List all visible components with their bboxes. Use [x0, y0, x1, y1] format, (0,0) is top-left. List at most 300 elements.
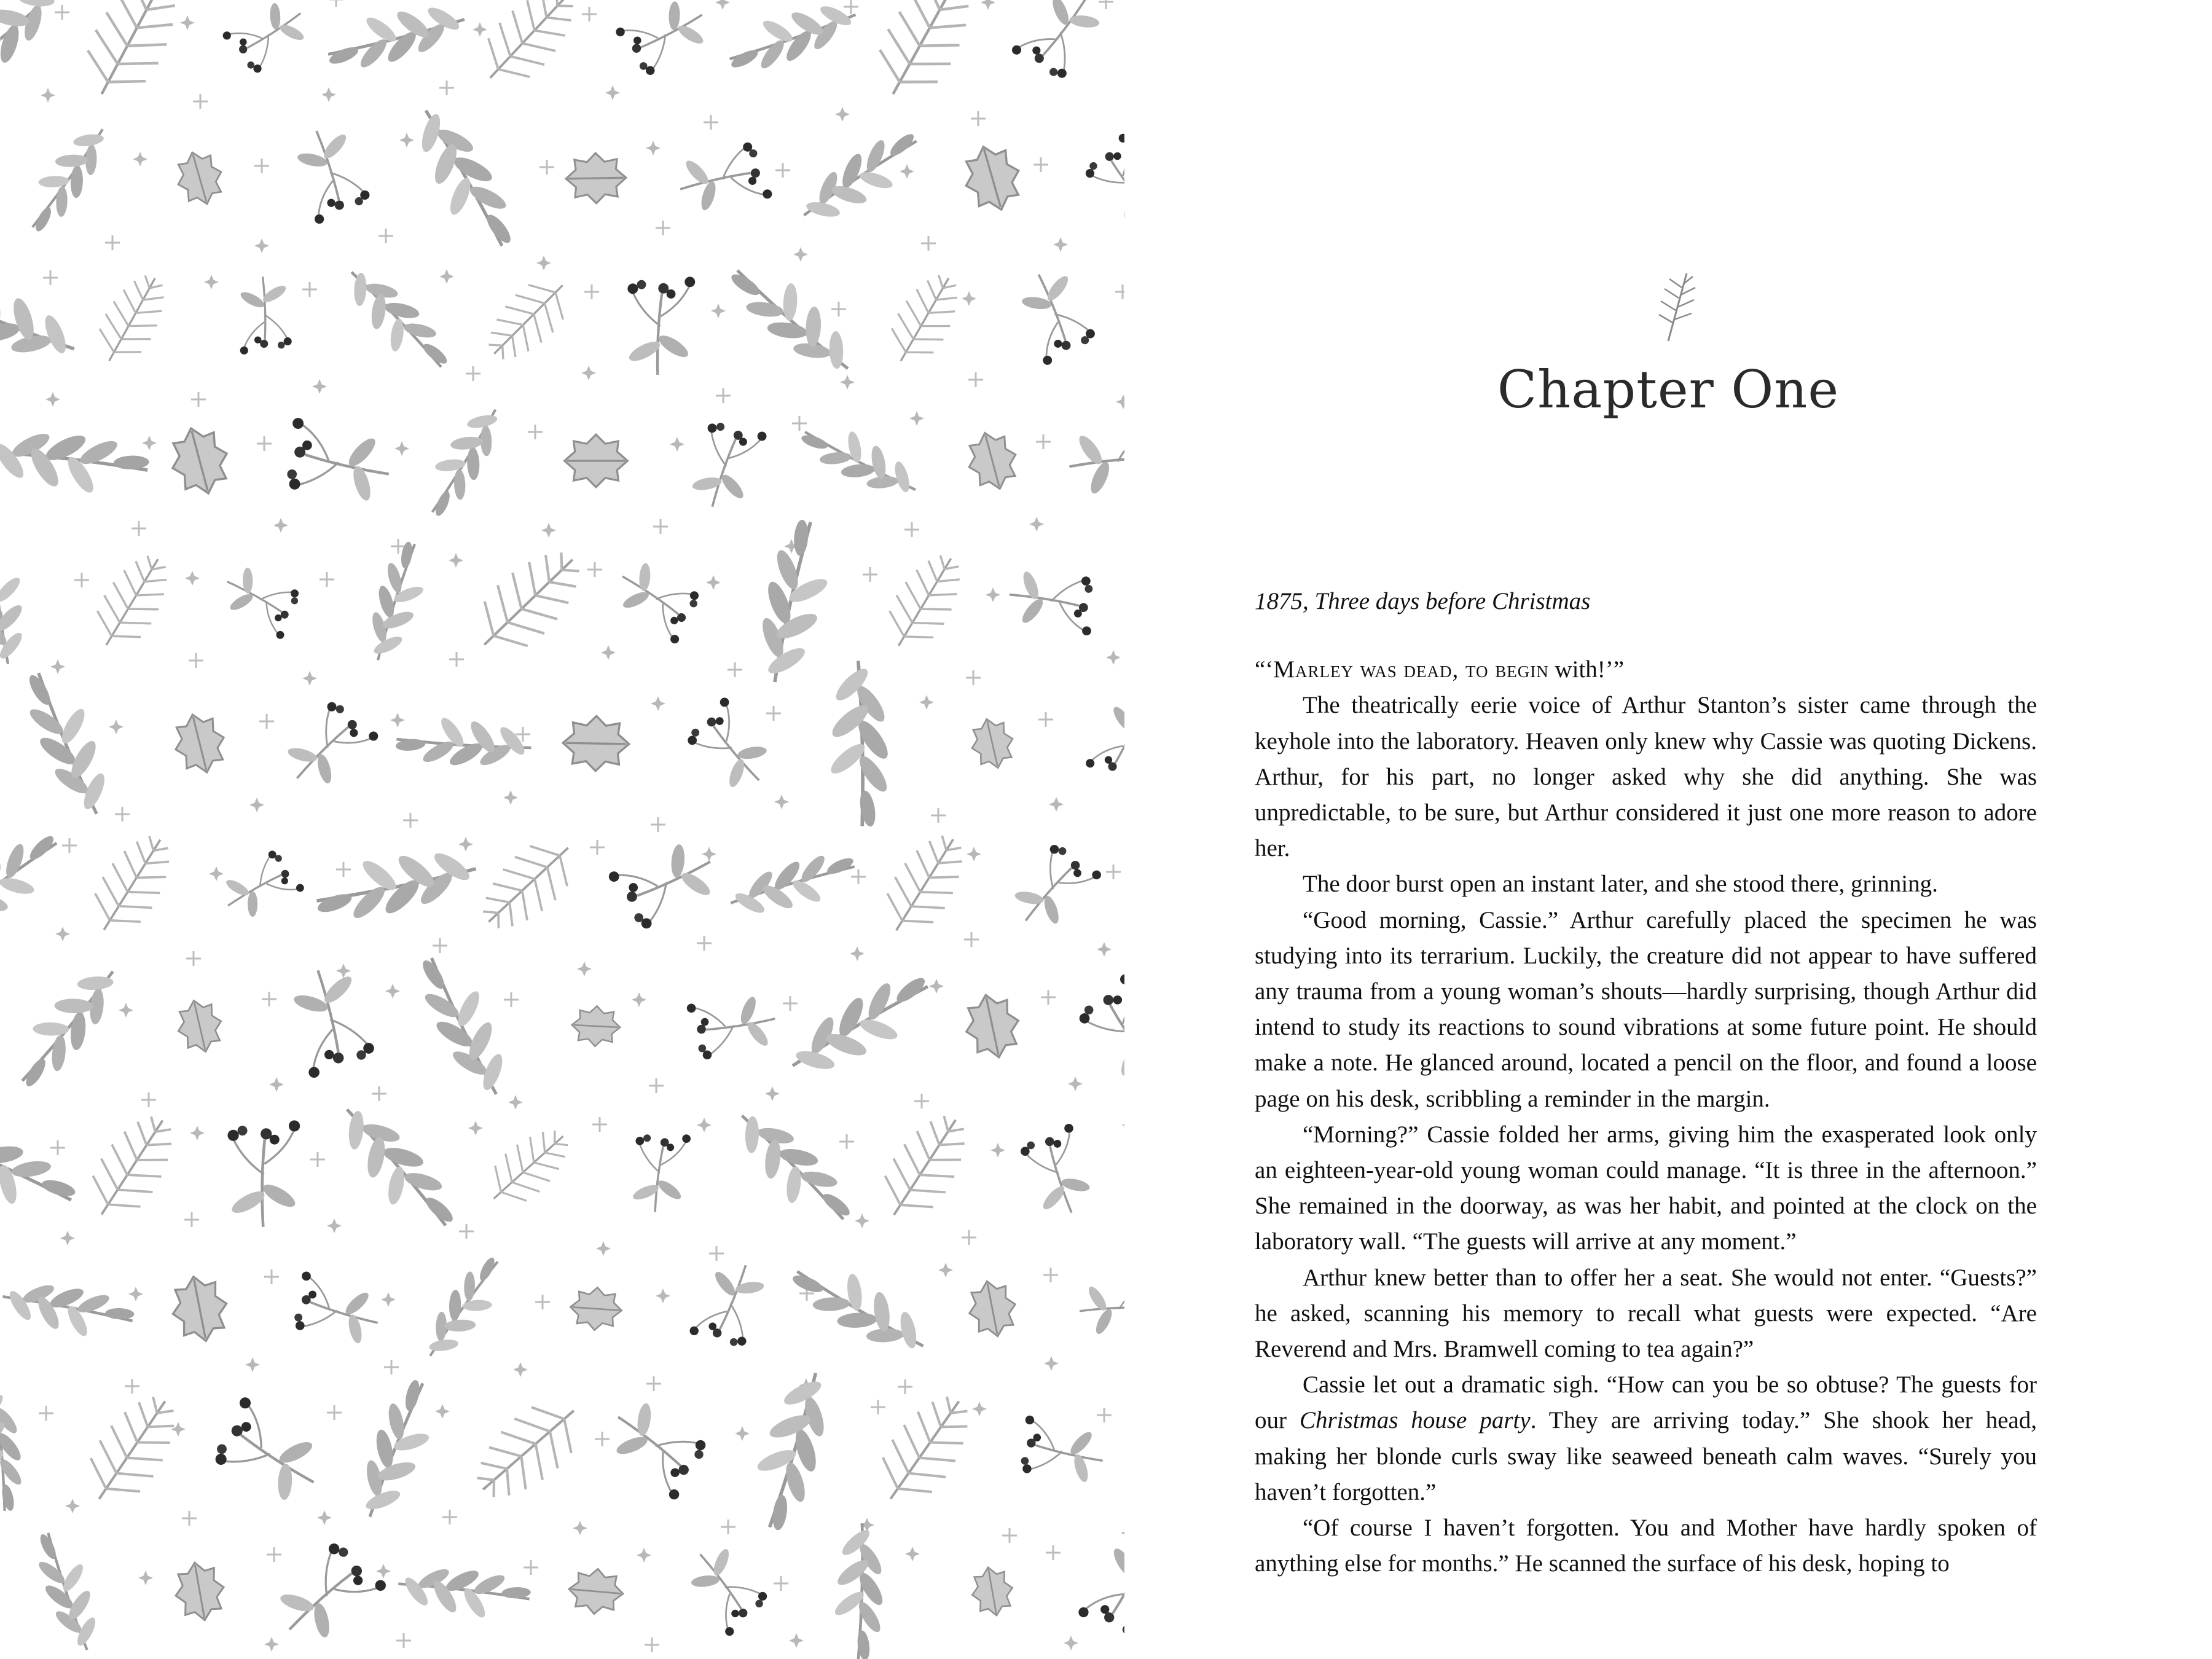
- berry-sprig-icon: [684, 414, 768, 516]
- fern-frond-icon: [73, 1383, 192, 1517]
- berry-sprig-icon: [289, 122, 374, 225]
- plus-sparkle-icon: [1097, 1408, 1112, 1422]
- star-icon: [793, 247, 808, 262]
- plus-sparkle-icon: [62, 838, 77, 853]
- fern-frond-icon: [87, 265, 178, 373]
- star-icon: [1053, 237, 1068, 252]
- holly-leaf-icon: [171, 146, 229, 210]
- berry-sprig-icon: [686, 991, 780, 1061]
- star-icon: [835, 107, 850, 122]
- star-icon: [605, 85, 620, 100]
- plus-sparkle-icon: [966, 670, 981, 685]
- berry-sprig-icon: [1077, 1530, 1124, 1645]
- plus-sparkle-icon: [595, 1432, 610, 1446]
- plus-sparkle-icon: [55, 5, 69, 20]
- star-icon: [541, 523, 556, 538]
- plus-sparkle-icon: [844, 0, 858, 14]
- fern-frond-icon: [468, 0, 589, 99]
- paragraph: “Good morning, Cassie.” Arthur carefully placed the specimen he was studying into its terrarium. Luckily, the creature did not appear to have suffered any trauma from a young woman’s shouts—hardly surprising, though Arthur did intend to study its reactions to sound vibrations at some future point. He should make a note. He glanced around, located a pencil on the floor, and found a loose page on his desk, scribbling a reminder in the margin.: [1255, 906, 2037, 1112]
- plus-sparkle-icon: [191, 392, 206, 407]
- plus-sparkle-icon: [50, 1140, 65, 1155]
- fern-frond-icon: [871, 824, 978, 946]
- plus-sparkle-icon: [131, 521, 146, 536]
- star-icon: [65, 1499, 80, 1513]
- leafy-branch-icon: [726, 0, 856, 100]
- star-icon: [670, 437, 684, 452]
- plus-sparkle-icon: [539, 160, 554, 175]
- plus-sparkle-icon: [1036, 434, 1051, 449]
- plus-sparkle-icon: [466, 366, 480, 381]
- holly-leaf-icon: [960, 989, 1025, 1062]
- plus-sparkle-icon: [590, 840, 605, 855]
- plus-sparkle-icon: [728, 662, 742, 677]
- star-icon: [381, 1292, 396, 1307]
- leafy-branch-icon: [398, 955, 522, 1094]
- star-icon: [990, 1143, 1005, 1158]
- holly-leaf-icon: [968, 1564, 1016, 1619]
- star-icon: [1106, 650, 1121, 665]
- plus-sparkle-icon: [310, 1152, 325, 1167]
- plus-sparkle-icon: [645, 1637, 659, 1652]
- holly-leaf-icon: [168, 708, 231, 779]
- star-icon: [656, 1288, 670, 1303]
- plus-sparkle-icon: [528, 425, 543, 439]
- star-icon: [55, 927, 70, 941]
- star-icon: [321, 87, 336, 102]
- star-icon: [119, 1003, 133, 1018]
- star-icon: [449, 553, 463, 568]
- leafy-branch-icon: [0, 238, 76, 406]
- plus-sparkle-icon: [74, 573, 89, 587]
- leafy-branch-icon: [319, 1374, 469, 1519]
- star-icon: [774, 794, 789, 809]
- chapter-title: Chapter One: [1497, 359, 1840, 420]
- berry-sprig-icon: [688, 1255, 773, 1354]
- holly-leaf-icon: [562, 715, 629, 771]
- paragraph: Arthur knew better than to offer her a seat. She would not enter. “Guests?” he asked, scanning his memory to recall what guests were expected. “Are Reverend and Mrs. Bramwell coming to tea again?”: [1255, 1264, 2037, 1363]
- plus-sparkle-icon: [1043, 1268, 1058, 1282]
- berry-sprig-icon: [238, 276, 292, 355]
- berry-sprig-icon: [1010, 0, 1111, 87]
- plus-sparkle-icon: [535, 1295, 550, 1309]
- berry-sprig-icon: [205, 1395, 332, 1513]
- leafy-branch-icon: [9, 1530, 120, 1650]
- plus-sparkle-icon: [704, 115, 718, 130]
- opening-quote: “‘: [1255, 656, 1274, 683]
- plus-sparkle-icon: [524, 1560, 538, 1575]
- holly-leaf-icon: [173, 995, 227, 1056]
- fern-frond-icon: [878, 265, 971, 374]
- berry-sprig-icon: [680, 696, 780, 800]
- star-icon: [317, 1510, 332, 1525]
- star-icon: [1064, 1636, 1078, 1650]
- berry-sprig-icon: [226, 1119, 300, 1227]
- plus-sparkle-icon: [709, 1246, 724, 1261]
- star-icon: [204, 275, 219, 289]
- chapter-text: [1255, 584, 2037, 1582]
- leafy-branch-icon: [0, 670, 129, 815]
- berry-sprig-icon: [221, 0, 315, 79]
- berry-sprig-icon: [278, 417, 396, 509]
- leafy-branch-icon: [312, 811, 477, 967]
- berry-sprig-icon: [1017, 1123, 1098, 1222]
- star-icon: [60, 1231, 75, 1245]
- plus-sparkle-icon: [336, 862, 351, 877]
- star-icon: [981, 0, 995, 10]
- star-icon: [601, 645, 616, 660]
- leafy-branch-icon: [0, 1084, 82, 1246]
- star-icon: [646, 141, 661, 155]
- plus-sparkle-icon: [914, 1094, 929, 1108]
- plus-sparkle-icon: [921, 236, 936, 251]
- plus-sparkle-icon: [384, 1360, 399, 1375]
- star-icon: [702, 847, 716, 861]
- berry-sprig-icon: [265, 1534, 388, 1654]
- leafy-branch-icon: [0, 373, 156, 542]
- plus-sparkle-icon: [39, 1406, 53, 1421]
- leafy-branch-icon: [0, 1388, 65, 1516]
- star-icon: [312, 379, 327, 394]
- holly-leaf-icon: [171, 1558, 229, 1624]
- plus-sparkle-icon: [651, 817, 665, 832]
- star-icon: [254, 238, 269, 253]
- berry-sprig-icon: [1005, 565, 1100, 637]
- star-icon: [190, 1126, 205, 1140]
- plus-sparkle-icon: [774, 1576, 788, 1591]
- plus-sparkle-icon: [439, 80, 454, 95]
- berry-sprig-icon: [1078, 1279, 1124, 1337]
- plus-sparkle-icon: [189, 653, 203, 668]
- paragraph: “Of course I haven’t forgotten. You and Mother have hardly spoken of anything else for months.” He scanned the surface of his desk, hoping to: [1255, 1515, 2037, 1577]
- star-icon: [632, 992, 646, 1007]
- plus-sparkle-icon: [125, 1379, 139, 1394]
- star-icon: [909, 411, 924, 426]
- plus-sparkle-icon: [964, 932, 979, 947]
- plus-sparkle-icon: [1033, 157, 1048, 172]
- paragraph: [1255, 1367, 2037, 1510]
- fern-frond-icon: [875, 544, 975, 660]
- plus-sparkle-icon: [257, 436, 272, 451]
- leafy-branch-icon: [349, 262, 450, 377]
- star-icon: [581, 366, 596, 380]
- fern-frond-icon: [461, 535, 595, 669]
- fern-frond-icon: [468, 826, 588, 943]
- berry-sprig-icon: [678, 1537, 774, 1637]
- plus-sparkle-icon: [141, 1092, 156, 1107]
- plus-sparkle-icon: [783, 996, 798, 1011]
- berry-sprig-icon: [1014, 1414, 1109, 1489]
- berry-sprig-icon: [1079, 132, 1124, 233]
- star-icon: [577, 962, 592, 976]
- star-icon: [735, 1426, 750, 1441]
- plus-sparkle-icon: [697, 936, 712, 951]
- plus-sparkle-icon: [656, 221, 670, 235]
- star-icon: [637, 1548, 651, 1563]
- plus-sparkle-icon: [320, 572, 334, 587]
- leafy-branch-icon: [406, 1253, 520, 1358]
- plus-sparkle-icon: [775, 163, 790, 178]
- star-icon: [394, 441, 409, 456]
- plus-sparkle-icon: [1099, 0, 1113, 9]
- berry-sprig-icon: [623, 273, 696, 377]
- leafy-branch-icon: [0, 833, 57, 929]
- star-icon: [706, 575, 721, 590]
- paragraph-opening: [1255, 652, 2037, 688]
- leafy-branch-icon: [730, 822, 858, 941]
- fern-frond-icon: [868, 1103, 982, 1232]
- star-icon: [41, 88, 55, 103]
- plus-sparkle-icon: [653, 519, 668, 534]
- plus-sparkle-icon: [898, 1379, 912, 1394]
- berry-sprig-icon: [673, 139, 773, 218]
- plus-sparkle-icon: [259, 714, 274, 729]
- star-icon: [765, 1086, 780, 1101]
- plus-sparkle-icon: [716, 388, 731, 403]
- fern-frond-icon: [476, 267, 582, 373]
- star-icon: [536, 256, 551, 270]
- star-icon: [249, 798, 264, 812]
- plus-sparkle-icon: [584, 284, 599, 299]
- leafy-branch-icon: [739, 1102, 853, 1232]
- plus-sparkle-icon: [904, 522, 919, 537]
- star-icon: [711, 304, 726, 318]
- berry-sprig-icon: [215, 845, 305, 927]
- star-icon: [209, 866, 224, 881]
- star-icon: [264, 1637, 279, 1652]
- dateline: 1875, Three days before Christmas: [1255, 588, 1591, 614]
- plus-sparkle-icon: [931, 808, 946, 823]
- star-icon: [245, 1357, 260, 1372]
- plus-sparkle-icon: [851, 869, 866, 884]
- leafy-branch-icon: [10, 127, 128, 235]
- plus-sparkle-icon: [587, 562, 602, 577]
- plus-sparkle-icon: [582, 7, 597, 22]
- fern-frond-icon: [83, 545, 182, 659]
- berry-sprig-icon: [598, 1390, 715, 1502]
- leafy-branch-icon: [405, 407, 526, 520]
- berry-sprig-icon: [1084, 691, 1124, 789]
- fern-frond-icon: [76, 1104, 188, 1231]
- plus-sparkle-icon: [449, 652, 464, 667]
- plus-sparkle-icon: [262, 992, 276, 1006]
- leafy-branch-icon: [779, 659, 948, 833]
- plus-sparkle-icon: [1115, 284, 1124, 299]
- leafy-branch-icon: [0, 536, 58, 665]
- star-icon: [109, 720, 124, 734]
- star-icon: [508, 1095, 523, 1110]
- star-icon: [45, 392, 60, 407]
- plus-sparkle-icon: [871, 1400, 885, 1414]
- plus-sparkle-icon: [504, 992, 519, 1007]
- plus-sparkle-icon: [327, 1405, 342, 1420]
- leafy-branch-icon: [397, 1520, 536, 1658]
- plus-sparkle-icon: [254, 159, 269, 173]
- plus-sparkle-icon: [592, 1117, 607, 1132]
- star-icon: [573, 1521, 587, 1535]
- holly-leaf-icon: [565, 434, 628, 487]
- leafy-branch-icon: [344, 1102, 457, 1232]
- star-icon: [929, 979, 944, 994]
- star-icon: [273, 518, 288, 533]
- berry-sprig-icon: [1003, 837, 1103, 939]
- star-icon: [385, 984, 400, 998]
- plus-sparkle-icon: [1046, 1545, 1061, 1560]
- plus-sparkle-icon: [1106, 865, 1121, 879]
- leafy-branch-icon: [324, 0, 465, 106]
- italic-phrase: Christmas house party: [1300, 1407, 1531, 1434]
- star-icon: [1044, 1356, 1059, 1371]
- opening-rest: with!’”: [1548, 656, 1625, 683]
- star-icon: [513, 1362, 528, 1377]
- star-icon: [715, 0, 730, 10]
- paragraph: The door burst open an instant later, and she stood there, grinning.: [1303, 871, 1938, 898]
- star-icon: [439, 269, 454, 284]
- plus-sparkle-icon: [839, 1134, 854, 1149]
- plus-sparkle-icon: [766, 706, 781, 721]
- leafy-branch-icon: [408, 110, 528, 247]
- star-icon: [376, 1564, 391, 1579]
- fern-frond-icon: [71, 0, 194, 111]
- star-icon: [336, 963, 351, 978]
- plus-sparkle-icon: [182, 1511, 197, 1526]
- star-icon: [697, 1118, 712, 1132]
- plus-sparkle-icon: [1041, 990, 1056, 1005]
- star-icon: [138, 1571, 153, 1585]
- fern-frond-icon: [861, 0, 987, 111]
- star-icon: [840, 375, 855, 390]
- leafy-branch-icon: [1, 1236, 140, 1376]
- leafy-branch-icon: [703, 513, 876, 684]
- holly-leaf-icon: [571, 1005, 621, 1048]
- berry-sprig-icon: [614, 0, 716, 80]
- star-icon: [435, 1404, 450, 1419]
- holly-leaf-icon: [967, 715, 1019, 773]
- plus-sparkle-icon: [649, 1078, 664, 1093]
- opening-small-caps: Marley was dead, to begin: [1273, 656, 1549, 683]
- berry-sprig-icon: [286, 1271, 386, 1352]
- leafy-branch-icon: [787, 1236, 925, 1384]
- leafy-branch-icon: [0, 0, 61, 93]
- plus-sparkle-icon: [396, 1633, 411, 1648]
- plus-sparkle-icon: [968, 372, 983, 387]
- star-icon: [1116, 394, 1124, 409]
- star-icon: [972, 1402, 987, 1416]
- berry-sprig-icon: [607, 833, 724, 935]
- berry-sprig-icon: [215, 559, 307, 640]
- plus-sparkle-icon: [43, 270, 58, 285]
- star-icon: [962, 291, 976, 306]
- star-icon: [596, 1241, 611, 1256]
- plus-sparkle-icon: [186, 951, 201, 966]
- holly-leaf-icon: [164, 421, 235, 500]
- star-icon: [171, 1422, 186, 1437]
- star-icon: [185, 571, 200, 586]
- star-icon: [1068, 1077, 1083, 1091]
- plus-sparkle-icon: [792, 416, 807, 431]
- plus-sparkle-icon: [646, 1376, 661, 1391]
- plus-sparkle-icon: [1038, 712, 1053, 727]
- berry-sprig-icon: [285, 962, 378, 1079]
- berry-sprig-icon: [1012, 263, 1099, 366]
- leafy-branch-icon: [793, 1522, 934, 1659]
- star-icon: [327, 1218, 342, 1233]
- plus-sparkle-icon: [962, 1230, 976, 1245]
- berry-sprig-icon: [1072, 972, 1124, 1090]
- berry-sprig-icon: [607, 553, 707, 645]
- leafy-branch-icon: [710, 1371, 880, 1537]
- star-icon: [142, 436, 157, 450]
- plus-sparkle-icon: [721, 1520, 735, 1534]
- holly-leaf-icon: [167, 1271, 233, 1346]
- plus-sparkle-icon: [184, 1212, 199, 1227]
- chapter-page: [1124, 0, 2212, 1659]
- plus-sparkle-icon: [831, 302, 846, 316]
- star-icon: [855, 1214, 869, 1228]
- star-icon: [938, 1263, 953, 1277]
- star-icon: [789, 1633, 804, 1648]
- plus-sparkle-icon: [1002, 1528, 1017, 1543]
- star-icon: [986, 587, 1000, 602]
- plus-sparkle-icon: [267, 1547, 281, 1562]
- plus-sparkle-icon: [193, 94, 208, 109]
- fern-frond-icon: [461, 1386, 595, 1514]
- star-icon: [269, 1077, 284, 1092]
- berry-sprig-icon: [627, 1128, 691, 1215]
- plus-sparkle-icon: [329, 0, 343, 7]
- plus-sparkle-icon: [105, 235, 120, 250]
- holly-leaf-icon: [964, 1277, 1021, 1341]
- star-icon: [468, 1121, 483, 1135]
- plus-sparkle-icon: [971, 111, 986, 126]
- star-icon: [133, 152, 147, 167]
- star-icon: [399, 133, 414, 147]
- leafy-branch-icon: [1, 969, 136, 1091]
- holly-leaf-icon: [962, 426, 1023, 495]
- plus-sparkle-icon: [115, 807, 130, 822]
- plus-sparkle-icon: [264, 1269, 279, 1284]
- berry-sprig-icon: [275, 694, 380, 799]
- plus-sparkle-icon: [433, 938, 447, 953]
- leafy-branch-icon: [330, 536, 458, 662]
- fern-frond-icon: [864, 1382, 986, 1518]
- paragraph-part: Cassie let out a dramatic sigh. “How can you be so obtuse? The guests for our: [1255, 1371, 2037, 1434]
- plus-sparkle-icon: [302, 282, 317, 297]
- leafy-branch-icon: [727, 251, 851, 389]
- star-icon: [302, 671, 317, 686]
- star-icon: [900, 164, 914, 179]
- plus-sparkle-icon: [403, 813, 418, 828]
- plus-sparkle-icon: [442, 1510, 457, 1524]
- holly-leaf-icon: [567, 1566, 625, 1616]
- holly-leaf-icon: [565, 152, 626, 203]
- holly-leaf-icon: [569, 1285, 623, 1332]
- star-icon: [967, 847, 981, 861]
- star-icon: [905, 1547, 920, 1561]
- leafy-branch-icon: [796, 398, 917, 526]
- star-icon: [503, 790, 518, 805]
- fern-frond-icon: [79, 825, 185, 946]
- star-icon: [390, 713, 405, 728]
- paragraph: “Morning?” Cassie folded her arms, giving him the exasperated look only an eighteen-year-old young woman could manage. “It is three in the afternoon.” She remained in the doorway, as was her habit, and pointed at the clock on the laboratory wall. “The guests will arrive at any moment.”: [1255, 1121, 2037, 1255]
- star-icon: [180, 15, 195, 30]
- star-icon: [850, 946, 865, 961]
- paragraph-part: . They are arriving today.” She shook her head, making her blonde curls sway like seaweed beneath calm waves. “Surely you haven’t forgotten.”: [1255, 1407, 2037, 1505]
- plus-sparkle-icon: [372, 1086, 386, 1101]
- fern-frond-icon: [477, 1117, 581, 1218]
- leafy-branch-icon: [804, 125, 917, 223]
- star-icon: [1097, 942, 1112, 957]
- star-icon: [50, 659, 65, 674]
